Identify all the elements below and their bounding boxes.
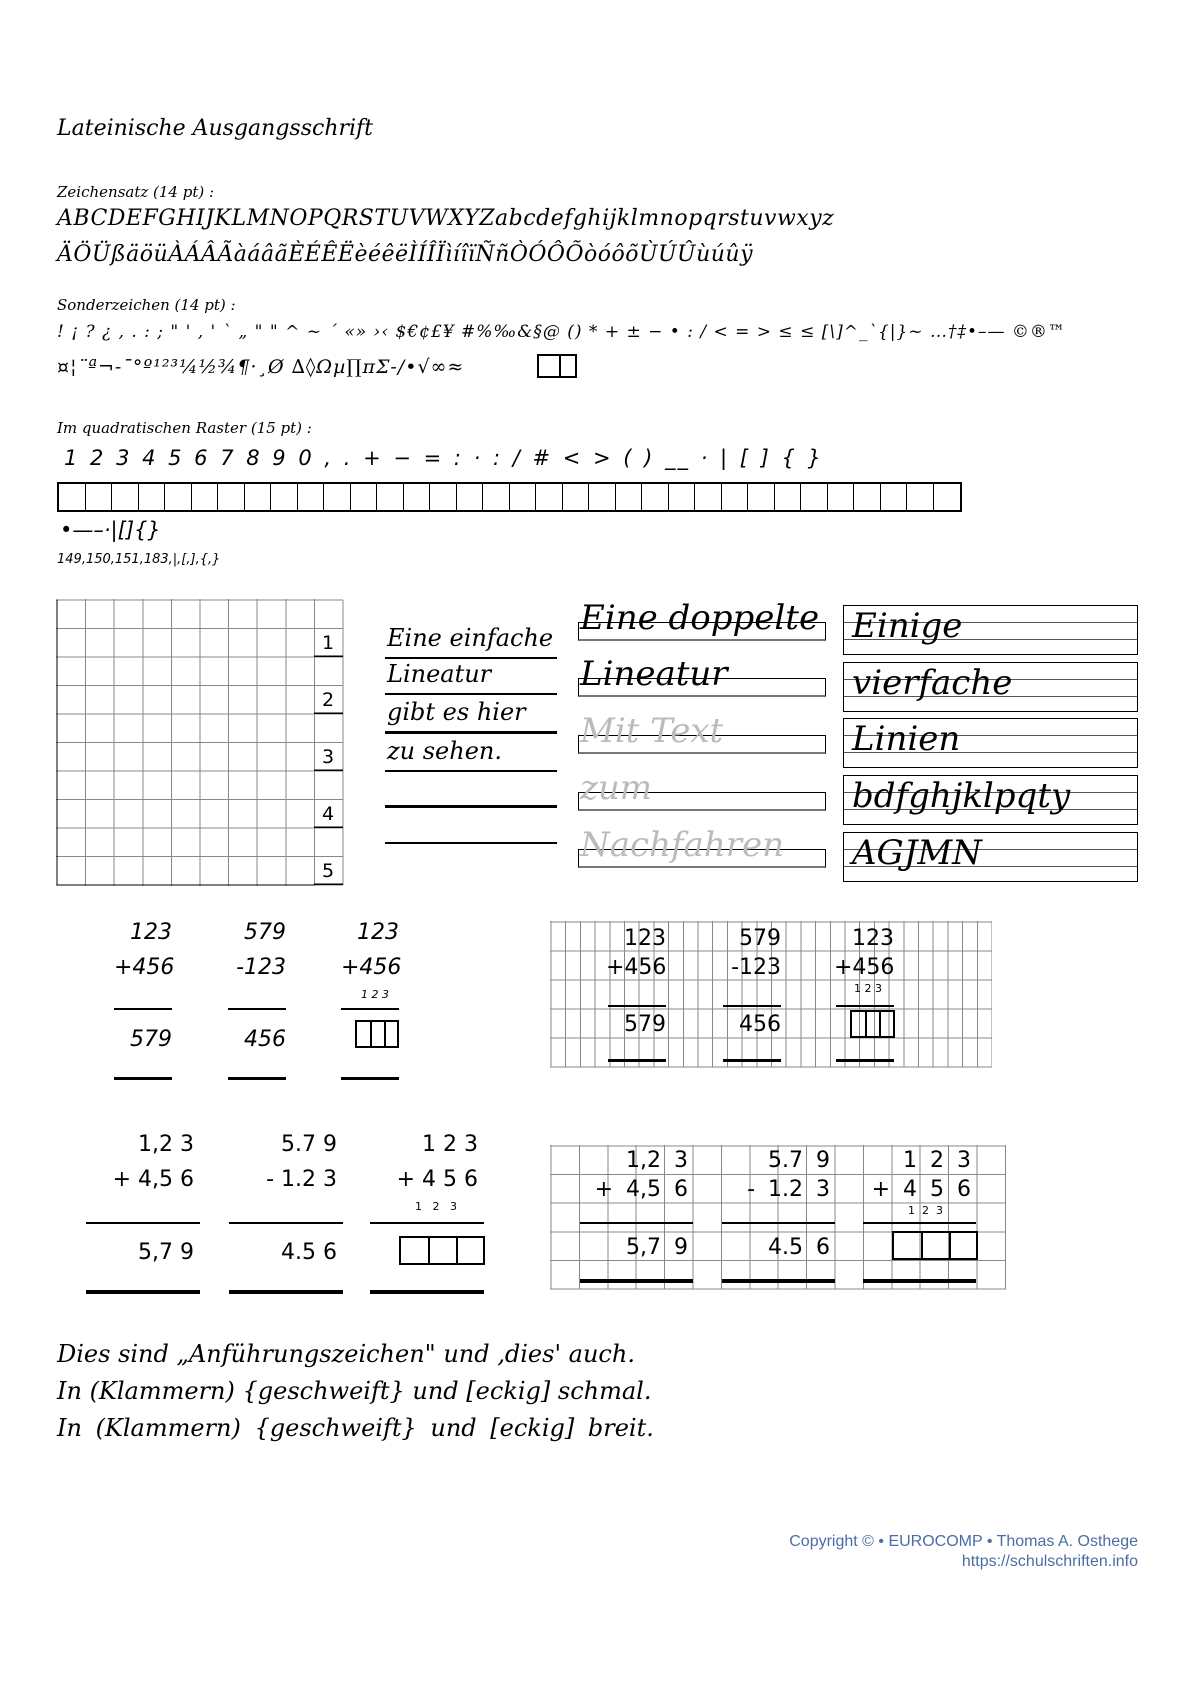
grid-math-result-rule bbox=[836, 1059, 894, 1062]
math-rule bbox=[341, 1008, 399, 1010]
raster-label: Im quadratischen Raster (15 pt) : bbox=[57, 419, 312, 437]
grid-row-number: 3 bbox=[322, 746, 335, 768]
simple-lineatur-text: Eine einfache bbox=[387, 624, 554, 652]
sentence-2: In (Klammern) {geschweift} und [eckig] schmal. bbox=[57, 1377, 652, 1405]
dec-grid-result: 4.5 6 bbox=[768, 1235, 830, 1260]
dec-operand-a: 5.7 9 bbox=[281, 1132, 337, 1157]
dec-grid-operand-b: + 4,5 6 bbox=[594, 1177, 688, 1202]
grid-row-number: 1 bbox=[322, 632, 335, 654]
dec-grid-result-boxes bbox=[892, 1231, 978, 1260]
simple-rule bbox=[385, 770, 557, 772]
charset-label: Zeichensatz (14 pt) : bbox=[57, 183, 215, 201]
raster-row-2: •—–·|[]{} bbox=[60, 518, 161, 542]
raster-cell bbox=[828, 484, 855, 510]
double-lineatur-text: Eine doppelte bbox=[580, 598, 820, 638]
grid-math-operand-b: -123 bbox=[731, 955, 781, 980]
raster-cell bbox=[377, 484, 404, 510]
dec-grid-result-rule bbox=[863, 1279, 976, 1283]
math-result: 579 bbox=[130, 1027, 172, 1052]
footer-url[interactable]: https://schulschriften.info bbox=[961, 1553, 1138, 1570]
grid-math-operand-a: 579 bbox=[739, 926, 781, 951]
dec-grid-result-rule bbox=[580, 1279, 693, 1283]
raster-cell bbox=[669, 484, 696, 510]
double-box-glyph bbox=[537, 354, 577, 378]
raster-cell bbox=[245, 484, 272, 510]
math-operand-b: +456 bbox=[114, 955, 175, 980]
raster-cell bbox=[854, 484, 881, 510]
raster-cell bbox=[642, 484, 669, 510]
raster-cell bbox=[536, 484, 563, 510]
simple-lineatur-text: gibt es hier bbox=[387, 698, 526, 726]
math-result-rule bbox=[114, 1077, 172, 1080]
dec-grid-operand-a: 1 2 3 bbox=[903, 1148, 971, 1173]
raster-cell bbox=[351, 484, 378, 510]
grid-math-rule bbox=[608, 1005, 666, 1007]
grid-math-operand-a: 123 bbox=[624, 926, 666, 951]
raster-cell bbox=[404, 484, 431, 510]
footer-copyright: Copyright © • EUROCOMP • Thomas A. Osthege bbox=[789, 1533, 1138, 1550]
grid-row-number: 5 bbox=[322, 860, 335, 882]
dec-grid-operand-a: 1,2 3 bbox=[626, 1148, 688, 1173]
raster-cell bbox=[165, 484, 192, 510]
special-row-2: ¤¦¨ª¬-¯°º¹²³¼½¾¶·¸Ø ∆◊Ωµ∏πΣ-/•√∞≈ bbox=[57, 356, 465, 378]
raster-cell bbox=[218, 484, 245, 510]
raster-cell bbox=[907, 484, 934, 510]
simple-rule bbox=[385, 731, 557, 734]
dec-result-boxes bbox=[399, 1236, 485, 1265]
simple-lineatur-text: zu sehen. bbox=[387, 737, 502, 765]
raster-cell bbox=[324, 484, 351, 510]
grid-math-rule bbox=[723, 1005, 781, 1007]
grid-math-result: 456 bbox=[739, 1012, 781, 1037]
charset-row-2: ÄÖÜßäöüÀÁÂÃàáâãÈÉÊËèéêëÌÍÎÏìíîïÑñÒÓÔÕòóôõÙÚÛùúûÿ bbox=[57, 242, 754, 267]
quad-lineatur-text: Einige bbox=[852, 606, 963, 646]
dec-result-rule bbox=[229, 1290, 343, 1294]
quad-lineatur-text: bdfghjklpqty bbox=[852, 776, 1071, 816]
dec-grid-carry: 1 2 3 bbox=[908, 1204, 943, 1217]
sentence-1: Dies sind „Anführungszeichen" und ‚dies' auch. bbox=[57, 1340, 635, 1368]
special-label: Sonderzeichen (14 pt) : bbox=[57, 296, 236, 314]
math-result-rule bbox=[228, 1077, 286, 1080]
quad-lineatur-text: Linien bbox=[852, 719, 961, 759]
dec-rule bbox=[229, 1222, 343, 1224]
math-operand-b: -123 bbox=[236, 955, 286, 980]
raster-cell bbox=[616, 484, 643, 510]
math-operand-b: +456 bbox=[341, 955, 402, 980]
grid-math-carry: 1 2 3 bbox=[854, 982, 882, 995]
grid-math-operand-a: 123 bbox=[852, 926, 894, 951]
dec-result-rule bbox=[370, 1290, 484, 1294]
dec-grid-operand-b: + 4 5 6 bbox=[871, 1177, 971, 1202]
charset-row-1: ABCDEFGHIJKLMNOPQRSTUVWXYZabcdefghijklmnopqrstuvwxyz bbox=[57, 206, 835, 231]
raster-cell bbox=[192, 484, 219, 510]
math-operand-a: 123 bbox=[130, 920, 172, 945]
math-rule bbox=[114, 1008, 172, 1010]
simple-rule bbox=[385, 657, 557, 659]
dec-grid-rule bbox=[863, 1222, 976, 1224]
dec-operand-a: 1 2 3 bbox=[422, 1132, 478, 1157]
raster-cell bbox=[139, 484, 166, 510]
double-lineatur-text: zum bbox=[580, 768, 653, 808]
math-result: 456 bbox=[244, 1027, 286, 1052]
dec-operand-b: + 4,5 6 bbox=[112, 1167, 194, 1192]
quad-lineatur-text: vierfache bbox=[852, 663, 1013, 703]
math-operand-a: 579 bbox=[244, 920, 286, 945]
dec-grid-result-rule bbox=[722, 1279, 835, 1283]
dec-operand-b: + 4 5 6 bbox=[396, 1167, 478, 1192]
grid-math-operand-b: +456 bbox=[606, 955, 667, 980]
raster-cell bbox=[298, 484, 325, 510]
special-row-1: ! ¡ ? ¿ , . : ; " ' ‚ ' ` „ " " ^ ~ ´ «» ›‹ $€¢£¥ #%‰&§@ () * + ± − • : / < = > ≤ ≤ [\]^_`{|}~ …†‡•–— ©®™ bbox=[57, 322, 1066, 342]
dec-operand-b: - 1.2 3 bbox=[266, 1167, 337, 1192]
math-carry: 1 2 3 bbox=[361, 988, 389, 1001]
dec-rule bbox=[370, 1222, 484, 1224]
double-lineatur-text: Nachfahren bbox=[580, 825, 784, 865]
raster-cell bbox=[483, 484, 510, 510]
raster-cell bbox=[934, 484, 961, 510]
dec-result: 4.5 6 bbox=[281, 1240, 337, 1265]
square-grid bbox=[56, 599, 346, 889]
raster-row: 1 2 3 4 5 6 7 8 9 0 , . + − = : · : / # < > ( ) __ · | [ ] { } bbox=[64, 446, 823, 470]
simple-rule bbox=[385, 693, 557, 695]
raster-cell bbox=[112, 484, 139, 510]
double-lineatur-text: Lineatur bbox=[580, 654, 728, 694]
raster-cell bbox=[563, 484, 590, 510]
dec-operand-a: 1,2 3 bbox=[138, 1132, 194, 1157]
grid-result-boxes bbox=[850, 1010, 895, 1038]
raster-cell bbox=[271, 484, 298, 510]
sentence-3: In (Klammern) {geschweift} und [eckig] breit. bbox=[57, 1414, 654, 1442]
math-operand-a: 123 bbox=[357, 920, 399, 945]
simple-rule bbox=[385, 842, 557, 844]
dec-grid-operand-b: - 1.2 3 bbox=[747, 1177, 830, 1202]
grid-math-rule bbox=[836, 1005, 894, 1007]
raster-cell bbox=[589, 484, 616, 510]
raster-cell bbox=[881, 484, 908, 510]
double-lineatur-text: Mit Text bbox=[580, 711, 724, 751]
simple-rule bbox=[385, 805, 557, 808]
raster-cell bbox=[775, 484, 802, 510]
dec-result-rule bbox=[86, 1290, 200, 1294]
quad-lineatur-text: AGJMN bbox=[852, 833, 982, 873]
dec-carry: 1 2 3 bbox=[415, 1200, 457, 1213]
dec-grid-operand-a: 5.7 9 bbox=[768, 1148, 830, 1173]
grid-math-result-rule bbox=[723, 1059, 781, 1062]
dec-grid-rule bbox=[722, 1222, 835, 1224]
raster-codes: 149,150,151,183,|,[,],{,} bbox=[57, 552, 221, 567]
grid-math-operand-b: +456 bbox=[834, 955, 895, 980]
grid-row-number: 2 bbox=[322, 689, 335, 711]
grid-row-number: 4 bbox=[322, 803, 335, 825]
dec-grid-result: 5,7 9 bbox=[626, 1235, 688, 1260]
grid-math-result: 579 bbox=[624, 1012, 666, 1037]
dec-rule bbox=[86, 1222, 200, 1224]
raster-grid bbox=[57, 482, 962, 512]
raster-cell bbox=[722, 484, 749, 510]
simple-lineatur-text: Lineatur bbox=[387, 660, 492, 688]
raster-cell bbox=[86, 484, 113, 510]
dec-grid-rule bbox=[580, 1222, 693, 1224]
raster-cell bbox=[457, 484, 484, 510]
raster-cell bbox=[59, 484, 86, 510]
raster-cell bbox=[510, 484, 537, 510]
raster-cell bbox=[430, 484, 457, 510]
document-title: Lateinische Ausgangsschrift bbox=[57, 116, 374, 141]
result-boxes bbox=[355, 1020, 399, 1048]
math-rule bbox=[228, 1008, 286, 1010]
grid-math-result-rule bbox=[608, 1059, 666, 1062]
math-result-rule bbox=[341, 1077, 399, 1080]
raster-cell bbox=[695, 484, 722, 510]
raster-cell bbox=[801, 484, 828, 510]
raster-cell bbox=[748, 484, 775, 510]
dec-result: 5,7 9 bbox=[138, 1240, 194, 1265]
